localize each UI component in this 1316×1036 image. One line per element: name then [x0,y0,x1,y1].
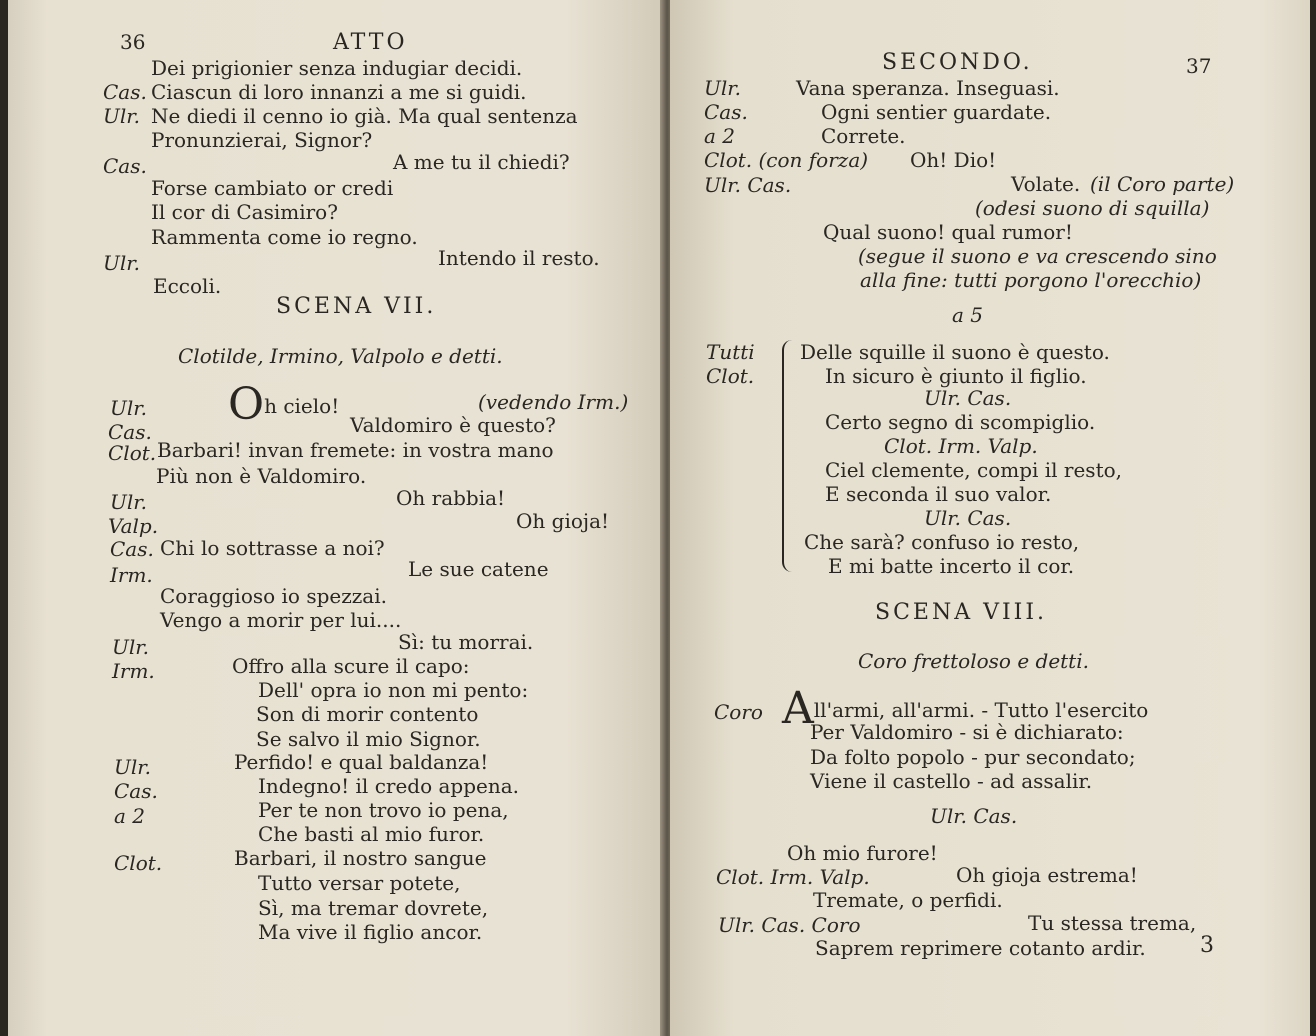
speaker: Ulr. [704,76,741,100]
text-line: Correte. [821,124,906,148]
text-line: E mi batte incerto il cor. [828,554,1075,578]
text-line: Chi lo sottrasse a noi? [160,536,385,560]
text-line: Dei prigionier senza indugiar decidi. [151,56,523,80]
speaker: Cas. [114,779,158,803]
page-number: 37 [1186,54,1212,78]
text-line: Intendo il resto. [438,246,600,270]
speaker: Cas. [110,537,154,561]
speaker: Clot. Irm. Valp. [884,434,1038,458]
text-line: Tutto versar potete, [258,871,461,895]
speaker: Ulr. Cas. [924,386,1012,410]
speaker: Ulr. [110,490,147,514]
speaker: Ulr. Cas. [924,506,1012,530]
speaker: a 2 [704,124,736,148]
ensemble-brace [782,340,796,572]
text-line: Perfido! e qual baldanza! [234,750,489,774]
text-line: Delle squille il suono è questo. [800,340,1110,364]
speaker: Ulr. [103,251,140,275]
text-line: Saprem reprimere cotanto ardir. [815,936,1146,960]
scene-characters: Clotilde, Irmino, Valpolo e detti. [178,344,503,368]
text-line: Per Valdomiro - si è dichiarato: [810,720,1124,744]
stage-direction: (il Coro parte) [1090,172,1235,196]
text-line: Vana speranza. Inseguasi. [796,76,1060,100]
text-line: Da folto popolo - pur secondato; [810,745,1136,769]
speaker: Valp. [108,514,159,538]
scene-characters: Coro frettoloso e detti. [858,649,1089,673]
stage-direction: (vedendo Irm.) [478,390,629,414]
text-line: Dell' opra io non mi pento: [258,678,529,702]
speaker: Tutti [706,340,755,364]
right-page [670,0,1310,1036]
speaker: Ulr. [112,635,149,659]
text-line: Vengo a morir per lui.... [160,608,402,632]
text-line [228,379,340,430]
signature-mark: 3 [1200,933,1214,958]
speaker: Ulr. [114,755,151,779]
text-line: Volate. [1011,172,1081,196]
text-line: Ciascun di loro innanzi a me si guidi. [151,80,527,104]
speaker: Ulr. Cas. Coro [718,913,861,937]
speaker: Clot. Irm. Valp. [716,865,870,889]
text-line: Ciel clemente, compi il resto, [825,458,1123,482]
ensemble-marker: a 5 [952,303,984,327]
text-line: Ogni sentier guardate. [821,100,1052,124]
drop-cap: O [228,379,265,430]
text-line: Rammenta come io regno. [151,225,418,249]
scene-title: SCENA VIII. [875,600,1048,625]
speaker: Clot. (con forza) [704,148,869,172]
left-page [8,0,664,1036]
speaker: Clot. [114,851,163,875]
text-line: Indegno! il credo appena. [258,774,520,798]
text-line: Ma vive il figlio ancor. [258,920,483,944]
speaker: a 2 [114,804,146,828]
text-line: Son di morir contento [256,702,479,726]
speaker: Coro [714,700,763,724]
text-fragment: h cielo! [264,394,340,418]
text-line: Sì, ma tremar dovrete, [258,896,489,920]
speaker: Irm. [112,659,155,683]
text-line: Oh! Dio! [910,148,997,172]
text-line: E seconda il suo valor. [825,482,1052,506]
running-head: ATTO [333,30,408,55]
speaker: Clot. [706,364,755,388]
text-line: Barbari, il nostro sangue [234,846,487,870]
text-line: Barbari! invan fremete: in vostra mano [157,438,554,462]
text-line: Tremate, o perfidi. [813,888,1003,912]
text-line: Le sue catene [408,557,549,581]
speaker: Irm. [110,563,153,587]
text-line: Che sarà? confuso io resto, [804,530,1080,554]
text-line: Il cor di Casimiro? [151,200,338,224]
text-line: Oh gioja! [516,509,610,533]
drop-cap: A [782,683,814,734]
speaker: Cas. [103,154,147,178]
stage-direction: (segue il suono e va crescendo sino [858,244,1217,268]
speaker: Clot. [108,441,157,465]
text-line: Se salvo il mio Signor. [256,727,481,751]
running-head: SECONDO. [882,50,1033,75]
speaker: Cas. [108,420,152,444]
text-line: Per te non trovo io pena, [258,798,509,822]
text-line: Valdomiro è questo? [350,413,556,437]
speaker: Cas. [103,80,147,104]
text-line: Offro alla scure il capo: [232,654,470,678]
speaker: Ulr. Cas. [930,804,1018,828]
text-line: Sì: tu morrai. [398,630,534,654]
text-line: Coraggioso io spezzai. [160,584,387,608]
stage-direction: (odesi suono di squilla) [975,196,1210,220]
text-line: Tu stessa trema, [1028,911,1197,935]
page-number: 36 [120,30,146,54]
text-line: A me tu il chiedi? [393,150,570,174]
text-line: Eccoli. [153,274,222,298]
speaker: Ulr. Cas. [704,173,792,197]
text-line: Più non è Valdomiro. [156,464,367,488]
text-line: Certo segno di scompiglio. [825,410,1096,434]
text-line: Oh gioja estrema! [956,863,1138,887]
text-line: In sicuro è giunto il figlio. [825,364,1087,388]
text-line: Che basti al mio furor. [258,822,485,846]
stage-direction: alla fine: tutti porgono l'orecchio) [860,268,1202,292]
scene-title: SCENA VII. [276,294,437,319]
text-line: Pronunzierai, Signor? [151,128,373,152]
speaker: Cas. [704,100,748,124]
speaker: Ulr. [110,396,147,420]
text-fragment: ll'armi, all'armi. - Tutto l'esercito [813,698,1149,722]
text-line: Viene il castello - ad assalir. [810,769,1093,793]
text-line: Ne diedi il cenno io già. Ma qual sentenza [151,104,578,128]
speaker: Ulr. [103,104,140,128]
text-line: Forse cambiato or credi [151,176,394,200]
text-line: Qual suono! qual rumor! [823,220,1073,244]
text-line: Oh rabbia! [396,486,506,510]
text-line: Oh mio furore! [787,841,938,865]
